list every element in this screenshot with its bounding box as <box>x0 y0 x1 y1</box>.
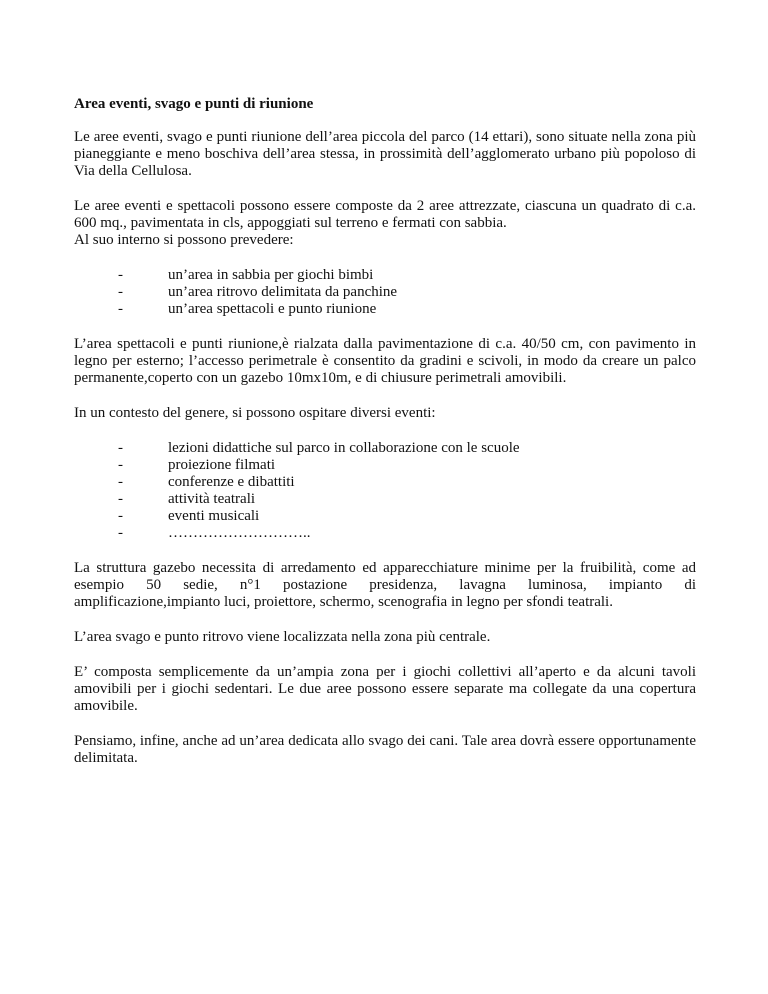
list-item <box>74 267 696 284</box>
paragraph-leisure-composition: E’ composta semplicemente da un’ampia zona per i giochi collettivi all’aperto e da alcuni tavoli amovibili per i giochi sedentari. Le due aree possono essere separate ma collegate da una copertura amovibile. <box>74 664 696 714</box>
dash-bullet: - <box>118 301 123 317</box>
paragraph-stage-description: L’area spettacoli e punti riunione,è rialzata dalla pavimentazione di c.a. 40/50 cm, con pavimento in legno per esterno; l’accesso perimetrale è consentito da gradini e scivoli, in modo da creare un palco permanente,coperto con un gazebo 10mx10m, e di chiusure perimetrali amovibili. <box>74 336 696 386</box>
list-item-text: proiezione filmati <box>168 457 276 473</box>
paragraph-intro: Le aree eventi, svago e punti riunione dell’area piccola del parco (14 ettari), sono situate nella zona più pianeggiante e meno boschiva dell’area stessa, in prossimità dell’agglomerato urbano più popoloso di Via della Cellulosa. <box>74 129 696 179</box>
dash-bullet: - <box>118 508 123 524</box>
list-item <box>74 474 696 491</box>
list-item-text: un’area ritrovo delimitata da panchine <box>168 284 398 300</box>
dash-bullet: - <box>118 457 123 473</box>
list-item-text: un’area in sabbia per giochi bimbi <box>168 267 374 283</box>
paragraph-events-intro: In un contesto del genere, si possono ospitare diversi eventi: <box>74 405 436 421</box>
list-item-text: conferenze e dibattiti <box>168 474 295 490</box>
dash-bullet: - <box>118 474 123 490</box>
dash-bullet: - <box>118 440 123 456</box>
list-item <box>74 508 696 525</box>
dash-bullet: - <box>118 284 123 300</box>
paragraph-areas-composition <box>74 198 696 249</box>
list-item <box>74 301 696 318</box>
dash-bullet: - <box>118 267 123 283</box>
paragraph-dog-area: Pensiamo, infine, anche ad un’area dedicata allo svago dei cani. Tale area dovrà essere opportunamente delimitata. <box>74 733 696 766</box>
paragraph-areas-text: Le aree eventi e spettacoli possono essere composte da 2 aree attrezzate, ciascuna un quadrato di c.a. 600 mq., pavimentata in cls, appoggiati sul terreno e fermati con sabbia. <box>74 198 696 231</box>
paragraph-gazebo-line: esempio 50 sedie, n°1 postazione presidenza, lavagna luminosa, impianto di <box>74 577 696 593</box>
paragraph-gazebo-line: amplificazione,impianto luci, proiettore, schermo, scenografia in legno per sfondi teatrali. <box>74 594 613 610</box>
list-item <box>74 491 696 508</box>
list-item <box>74 457 696 474</box>
list-events <box>74 440 696 542</box>
list-area-features <box>74 267 696 318</box>
list-item <box>74 284 696 301</box>
list-item <box>74 525 696 542</box>
list-item-text: attività teatrali <box>168 491 256 507</box>
list-item-text: eventi musicali <box>168 508 260 524</box>
list-item-text: ……………………….. <box>168 525 311 541</box>
paragraph-gazebo-equipment <box>74 560 696 611</box>
list-item <box>74 440 696 457</box>
document-title: Area eventi, svago e punti di riunione <box>74 96 314 112</box>
list-item-text: lezioni didattiche sul parco in collaborazione con le scuole <box>168 440 520 456</box>
paragraph-leisure-area: L’area svago e punto ritrovo viene localizzata nella zona più centrale. <box>74 629 491 645</box>
dash-bullet: - <box>118 491 123 507</box>
paragraph-gazebo-line: La struttura gazebo necessita di arredamento ed apparecchiature minime per la fruibilità, come ad <box>74 560 696 576</box>
paragraph-areas-intro-list: Al suo interno si possono prevedere: <box>74 232 294 248</box>
list-item-text: un’area spettacoli e punto riunione <box>168 301 377 317</box>
dash-bullet: - <box>118 525 123 541</box>
